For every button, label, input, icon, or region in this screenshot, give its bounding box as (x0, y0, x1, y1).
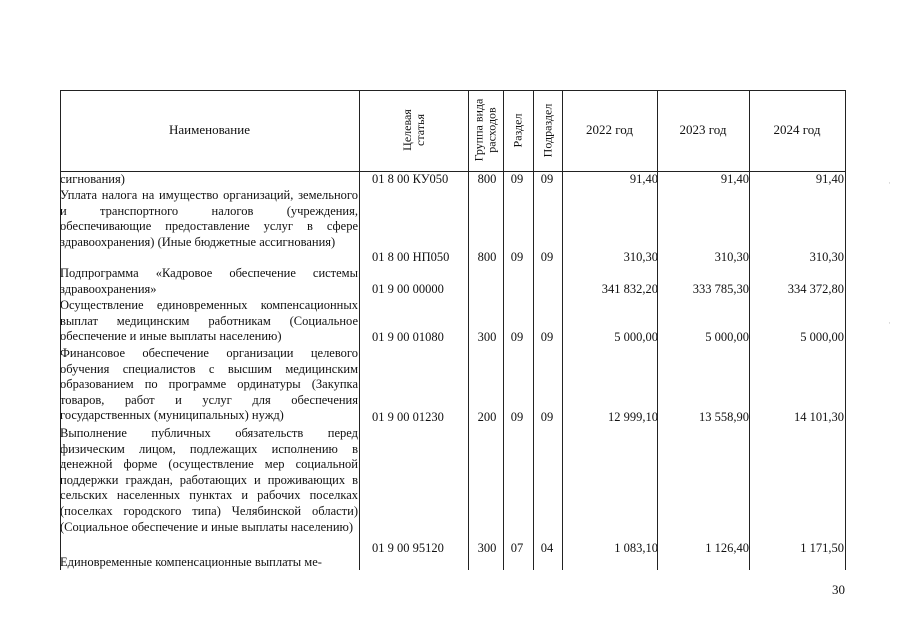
row-name: Осуществление единовременных компенсационных выплат медицинским работникам (Социальное обеспечение и иные выплаты населению) (60, 298, 358, 344)
row-2022: 91,40 (629, 172, 658, 186)
row-2024: 334 372,80 (787, 282, 844, 296)
row-2024: 91,40 (815, 172, 844, 186)
row-name: сигнования) (60, 172, 125, 186)
header-section-text: Раздел (510, 113, 525, 147)
header-2022 (562, 90, 657, 170)
scan-mark: · (888, 178, 891, 188)
header-name-text: Наименование (169, 122, 250, 137)
row-2022: 310,30 (623, 250, 658, 264)
row-2022: 341 832,20 (601, 282, 658, 296)
header-target-article-text: Целевая статья (399, 109, 427, 151)
row-2024: 14 101,30 (794, 410, 844, 424)
row-2023: 91,40 (720, 172, 749, 186)
row-name: Подпрограмма «Кадровое обеспечение системы здравоохранения» (60, 266, 358, 296)
header-name (60, 90, 359, 170)
row-name: Выполнение публичных обязательств перед физическим лицом, подлежащих исполнению в денежной форме (осуществление мер социальной поддержки граждан, работающих и проживающих в сельских населенных пунктах и рабочих поселках (поселках городского типа) Челябинской области) (Социальное обеспечение и иные выплаты населению) (60, 426, 358, 534)
row-name: Уплата налога на имущество организаций, земельного и транспортного налогов (учреждения, обеспечивающие предоставление услуг в сфере здравоохранения) (Иные бюджетные ассигнования) (60, 188, 358, 249)
row-code: 01 9 00 95120 (372, 541, 444, 555)
row-2023: 333 785,30 (692, 282, 749, 296)
row-2023: 1 126,40 (705, 541, 749, 555)
row-subsection: 09 (540, 172, 554, 186)
row-group: 800 (477, 250, 497, 264)
row-subsection: 09 (540, 330, 554, 344)
header-subsection-text: Подраздел (540, 103, 555, 157)
row-2022: 12 999,10 (608, 410, 658, 424)
header-2022-text: 2022 год (586, 122, 633, 137)
header-expense-group (468, 90, 503, 170)
row-2023: 5 000,00 (705, 330, 749, 344)
row-2024: 310,30 (809, 250, 844, 264)
row-code: 01 9 00 01230 (372, 410, 444, 424)
row-code: 01 8 00 КУ050 (372, 172, 449, 186)
scan-mark: · (888, 318, 891, 328)
row-2024: 1 171,50 (800, 541, 844, 555)
header-2023 (657, 90, 749, 170)
row-section: 09 (510, 250, 524, 264)
row-group: 300 (477, 541, 497, 555)
page-number: 30 (832, 582, 845, 597)
header-expense-group-text: Группа вида расходов (471, 98, 499, 162)
row-section: 09 (510, 410, 524, 424)
row-2022: 5 000,00 (614, 330, 658, 344)
header-2024 (749, 90, 845, 170)
col-divider (845, 90, 846, 570)
row-2022: 1 083,10 (614, 541, 658, 555)
row-section: 07 (510, 541, 524, 555)
row-2024: 5 000,00 (800, 330, 844, 344)
row-code: 01 9 00 00000 (372, 282, 444, 296)
row-code: 01 9 00 01080 (372, 330, 444, 344)
row-section: 09 (510, 172, 524, 186)
row-2023: 310,30 (714, 250, 749, 264)
header-subsection (533, 90, 562, 170)
row-section: 09 (510, 330, 524, 344)
row-group: 300 (477, 330, 497, 344)
row-subsection: 09 (540, 410, 554, 424)
row-subsection: 04 (540, 541, 554, 555)
row-name: Единовременные компенсационные выплаты ме- (60, 555, 322, 569)
header-2024-text: 2024 год (773, 122, 821, 137)
header-target-article (359, 90, 468, 170)
header-2023-text: 2023 год (679, 122, 727, 137)
row-subsection: 09 (540, 250, 554, 264)
row-2023: 13 558,90 (699, 410, 749, 424)
header-section (503, 90, 533, 170)
row-group: 200 (477, 410, 497, 424)
row-code: 01 8 00 НП050 (372, 250, 450, 264)
row-group: 800 (477, 172, 497, 186)
row-name: Финансовое обеспечение организации целевого обучения специалистов с высшим медицинским образованием по программе ординатуры (Закупка товаров, работ и услуг для обеспечения государственных (муниципальных) нужд) (60, 346, 358, 423)
